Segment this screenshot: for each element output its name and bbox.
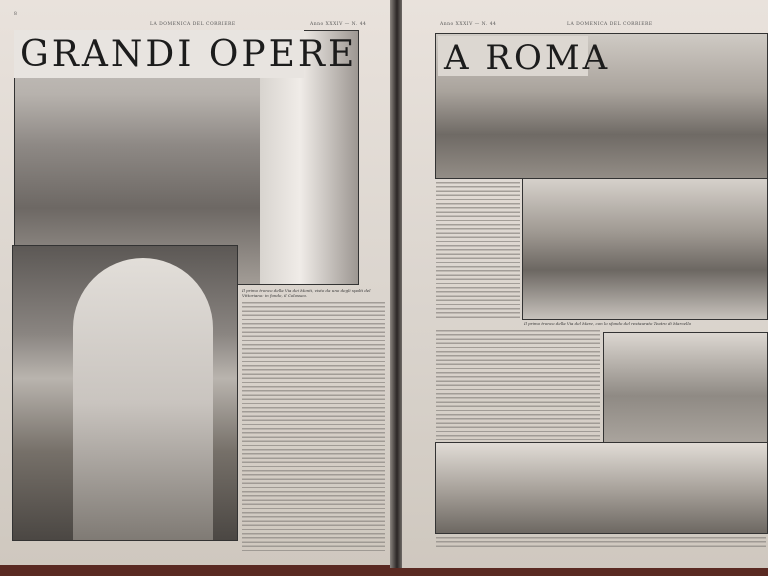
issue-number: Anno XXXIV — N. 44: [310, 22, 367, 27]
page-title: A ROMA: [444, 38, 611, 78]
photo-piazza-venezia: [435, 442, 768, 534]
caption-top: Il primo tronco della Via dei Monti, visto da uno degli spalti del Vittoriano: in fondo, il Colosseo.: [242, 288, 371, 298]
caption-bottom-text: [436, 537, 766, 547]
photo-via-del-mare: [522, 178, 768, 320]
running-head: LA DOMENICA DEL CORRIERE: [567, 22, 653, 27]
article-text-column: [242, 302, 385, 552]
page-title: GRANDI OPERE: [20, 34, 358, 75]
issue-number: Anno XXXIV — N. 44: [440, 22, 497, 27]
running-head: LA DOMENICA DEL CORRIERE: [150, 22, 236, 27]
right-page: [402, 0, 768, 568]
arch-opening: [73, 258, 213, 541]
article-text-block: [436, 330, 600, 440]
photo-arch: [12, 245, 238, 541]
photo-piazza: [603, 332, 768, 460]
page-number: 8: [14, 12, 18, 17]
caption-middle: Il primo tronco della Via del Mare, con lo sfondo del restaurato Teatro di Marcello: [524, 321, 692, 326]
article-text-column: [436, 182, 520, 320]
